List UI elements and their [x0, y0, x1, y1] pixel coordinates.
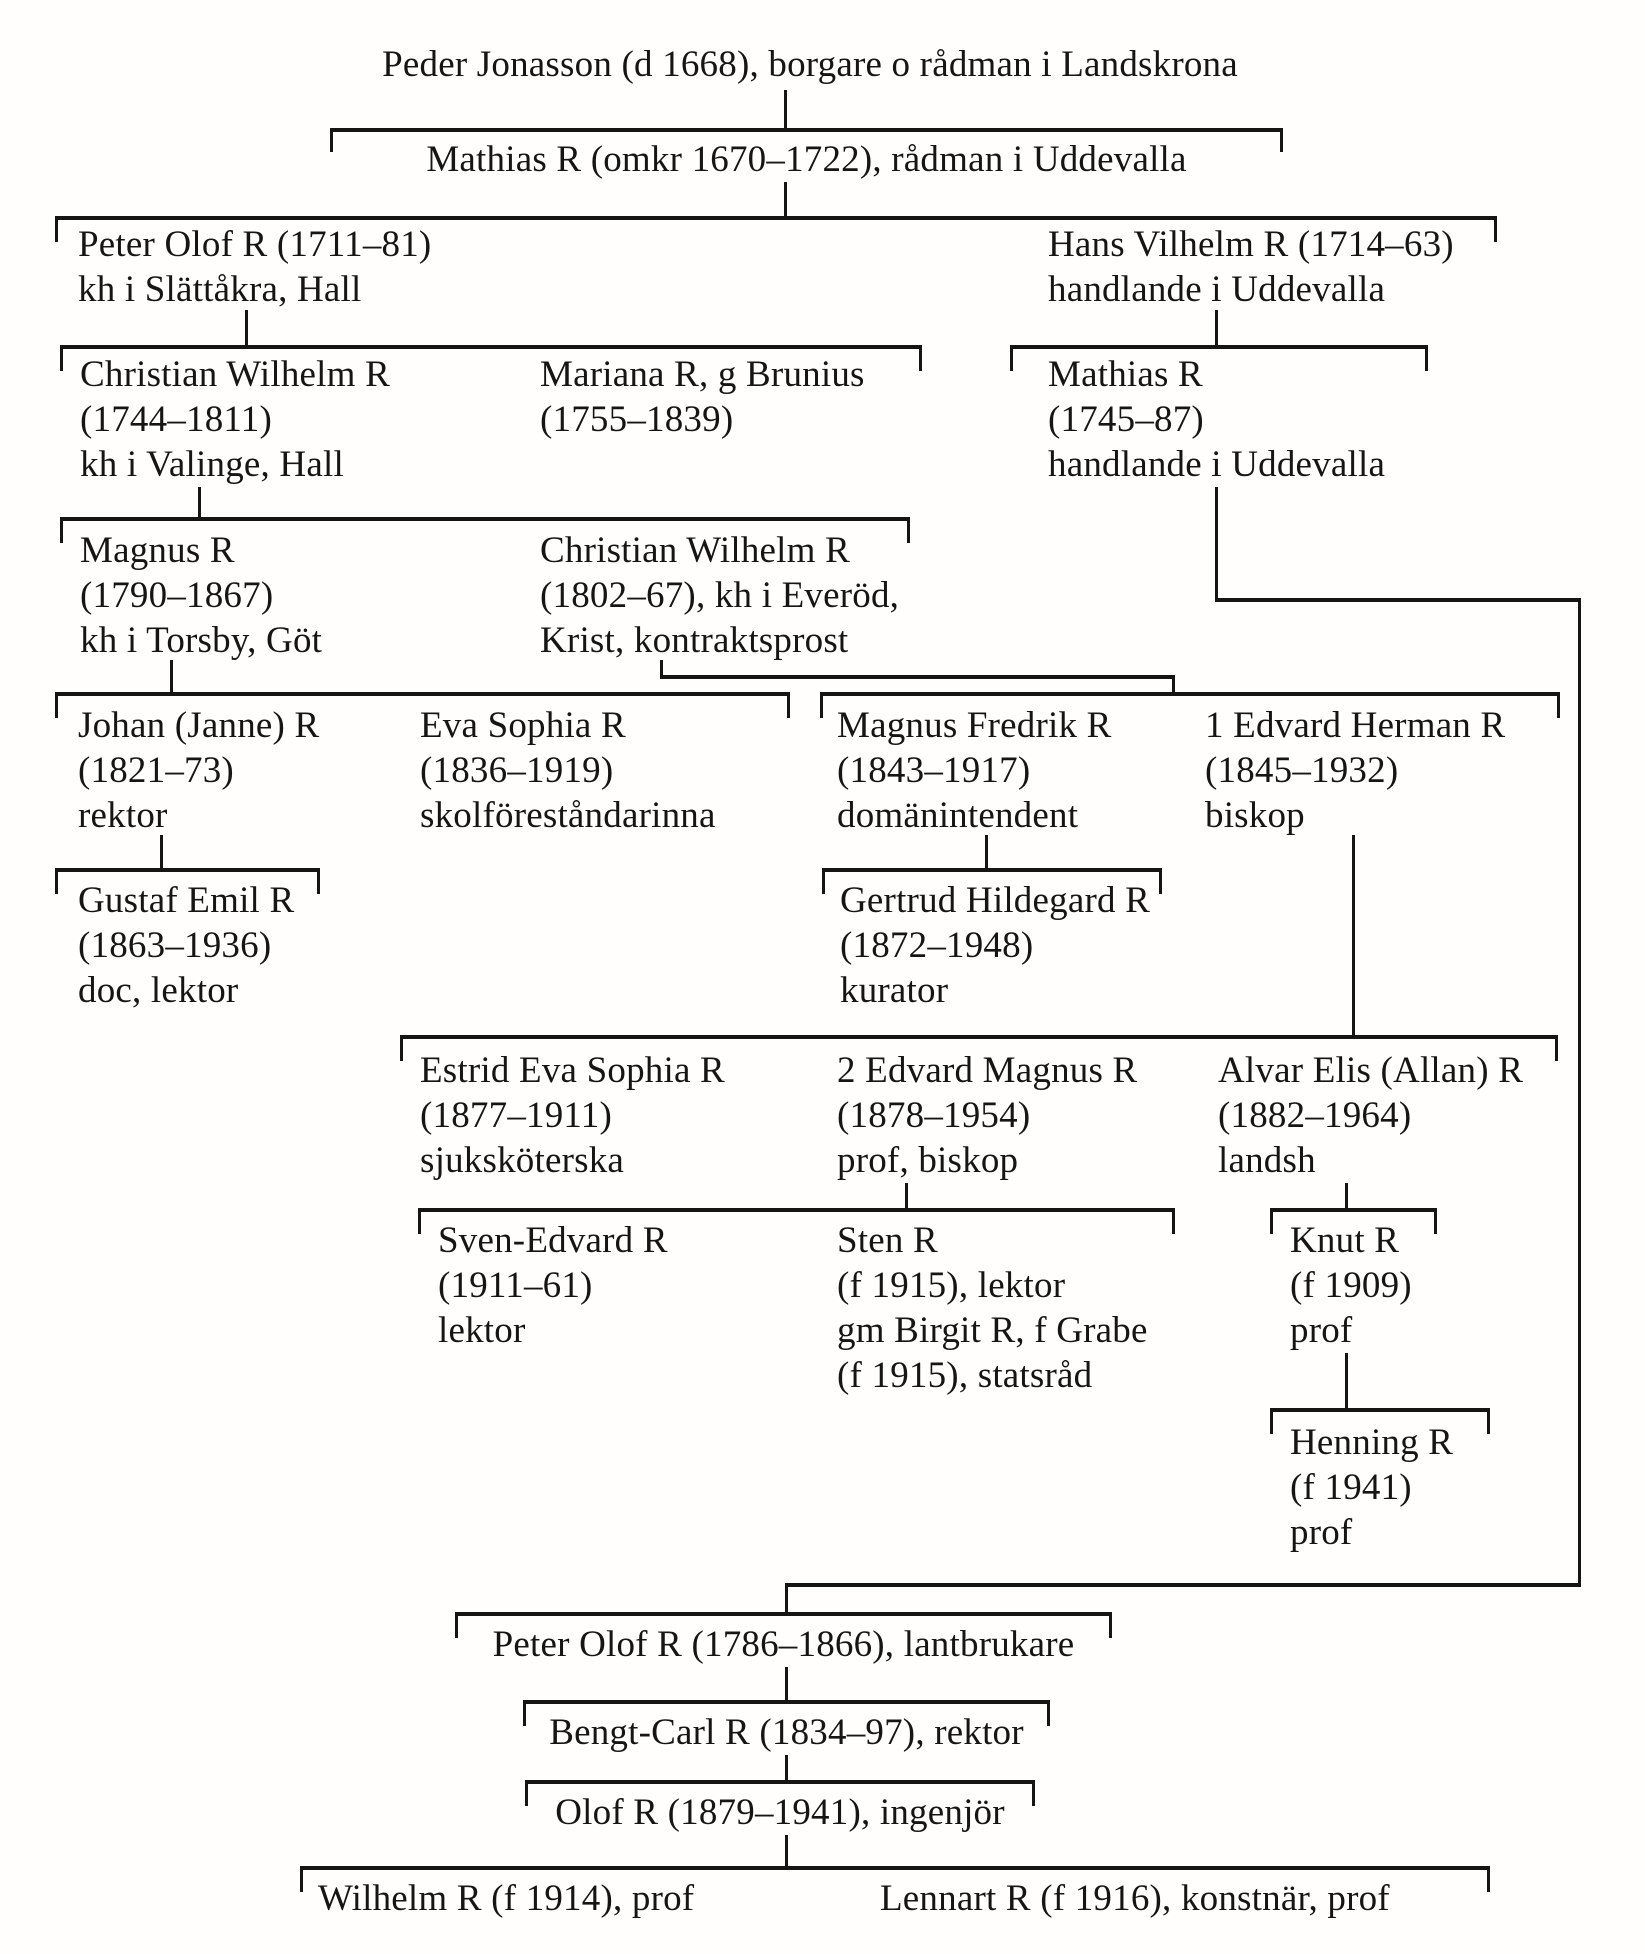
- person-line: (f 1915), lektor: [837, 1265, 1066, 1306]
- person-peter-olof-1786: [455, 1622, 1112, 1667]
- person-line: (f 1909): [1290, 1265, 1412, 1306]
- person-line: (1836–1919): [420, 750, 614, 791]
- connector-alvar-stub: [1345, 1183, 1348, 1210]
- person-edvard-magnus: [837, 1048, 1137, 1183]
- person-line: Sven-Edvard R: [438, 1220, 668, 1261]
- connector-bengt-carl-stub: [785, 1755, 788, 1782]
- person-line: 2 Edvard Magnus R: [837, 1050, 1138, 1091]
- person-mariana: [540, 352, 865, 442]
- person-line: handlande i Uddevalla: [1048, 444, 1386, 485]
- person-mathias-1745: [1048, 352, 1385, 487]
- connector-right-descent: [1578, 598, 1581, 1587]
- person-line: prof: [1290, 1512, 1353, 1553]
- person-line: (1845–1932): [1205, 750, 1399, 791]
- person-line: (1878–1954): [837, 1095, 1031, 1136]
- person-line: (1802–67), kh i Everöd,: [540, 575, 900, 616]
- person-estrid-eva-sophia: [420, 1048, 725, 1183]
- connector-peter-olof2-drop: [785, 1583, 788, 1614]
- connector-peder-stub: [784, 90, 787, 130]
- person-henning: [1290, 1420, 1453, 1555]
- connector-johan-stub: [160, 835, 163, 870]
- connector-mathias1-stub: [784, 182, 787, 218]
- person-line: (1863–1936): [78, 925, 272, 966]
- person-line: Mathias R: [1048, 354, 1203, 395]
- person-line: (1755–1839): [540, 399, 734, 440]
- person-line: kurator: [840, 970, 949, 1011]
- connector-christian-wilhelm1-stub: [198, 487, 201, 519]
- person-line: Sten R: [837, 1220, 938, 1261]
- person-line: (1911–61): [438, 1265, 593, 1306]
- connector-peter-olof1-stub: [245, 310, 248, 347]
- connector-peter-olof2-stub: [785, 1667, 788, 1702]
- person-line: Eva Sophia R: [420, 705, 626, 746]
- person-line: (1744–1811): [80, 399, 272, 440]
- person-line: kh i Valinge, Hall: [80, 444, 344, 485]
- person-line: (1790–1867): [80, 575, 274, 616]
- person-edvard-herman: [1205, 703, 1505, 838]
- connector-magnus-stub: [170, 660, 173, 694]
- connector-hans-vilhelm-stub: [1215, 310, 1218, 347]
- person-line: Alvar Elis (Allan) R: [1218, 1050, 1524, 1091]
- person-olof-1879: [525, 1790, 1035, 1835]
- person-line: Knut R: [1290, 1220, 1400, 1261]
- person-line: Wilhelm R (f 1914), prof: [318, 1878, 695, 1919]
- connector-bottom-elbow: [785, 1583, 1581, 1587]
- connector-mathias2-drop: [1215, 487, 1218, 602]
- person-line: prof: [1290, 1310, 1353, 1351]
- person-christian-wilhelm-1744: [80, 352, 390, 487]
- person-line: (1843–1917): [837, 750, 1031, 791]
- person-line: (f 1915), statsråd: [837, 1355, 1093, 1396]
- person-line: biskop: [1205, 795, 1305, 836]
- person-line: kh i Torsby, Göt: [80, 620, 323, 661]
- connector-magnus-fredrik-stub: [985, 835, 988, 870]
- person-line: Johan (Janne) R: [78, 705, 320, 746]
- person-line: (1882–1964): [1218, 1095, 1412, 1136]
- person-line: rektor: [78, 795, 168, 836]
- connector-knut-stub: [1345, 1353, 1348, 1410]
- person-alvar-elis: [1218, 1048, 1523, 1183]
- person-line: domänintendent: [837, 795, 1079, 836]
- person-line: lektor: [438, 1310, 526, 1351]
- person-wilhelm: [318, 1876, 694, 1921]
- connector-edvard-magnus-stub: [905, 1183, 908, 1210]
- person-line: Peter Olof R (1711–81): [78, 224, 432, 265]
- person-line: Magnus R: [80, 530, 235, 571]
- person-line: Krist, kontraktsprost: [540, 620, 849, 661]
- person-line: (1872–1948): [840, 925, 1034, 966]
- person-line: kh i Slättåkra, Hall: [78, 269, 362, 310]
- connector-olof-stub: [785, 1835, 788, 1868]
- person-bengt-carl: [523, 1710, 1050, 1755]
- person-hans-vilhelm: [1048, 222, 1454, 312]
- person-line: Magnus Fredrik R: [837, 705, 1112, 746]
- person-line: Peter Olof R (1786–1866), lantbrukare: [492, 1624, 1075, 1665]
- connector-christian-wilhelm2-elbow: [660, 675, 1175, 679]
- person-line: Bengt-Carl R (1834–97), rektor: [549, 1712, 1024, 1753]
- person-line: (f 1941): [1290, 1467, 1412, 1508]
- person-line: prof, biskop: [837, 1140, 1019, 1181]
- person-line: 1 Edvard Herman R: [1205, 705, 1506, 746]
- person-line: Mariana R, g Brunius: [540, 354, 865, 395]
- person-line: Peder Jonasson (d 1668), borgare o rådman i Landskrona: [382, 44, 1238, 85]
- person-line: Lennart R (f 1916), konstnär, prof: [880, 1878, 1390, 1919]
- person-line: Christian Wilhelm R: [80, 354, 390, 395]
- person-magnus-1790: [80, 528, 322, 663]
- person-line: Estrid Eva Sophia R: [420, 1050, 725, 1091]
- person-eva-sophia: [420, 703, 716, 838]
- person-peter-olof-1711: [78, 222, 431, 312]
- person-line: Christian Wilhelm R: [540, 530, 850, 571]
- person-line: doc, lektor: [78, 970, 239, 1011]
- person-line: (1877–1911): [420, 1095, 612, 1136]
- person-line: sjuksköterska: [420, 1140, 625, 1181]
- person-magnus-fredrik: [837, 703, 1112, 838]
- connector-edvard-herman-drop: [1352, 835, 1355, 1037]
- person-knut: [1290, 1218, 1412, 1353]
- person-line: Olof R (1879–1941), ingenjör: [555, 1792, 1005, 1833]
- person-line: landsh: [1218, 1140, 1316, 1181]
- connector-mathias2-elbow: [1215, 598, 1581, 602]
- person-sven-edvard: [438, 1218, 668, 1353]
- person-line: (1745–87): [1048, 399, 1204, 440]
- person-mathias-1670: [330, 137, 1283, 182]
- person-line: Gertrud Hildegard R: [840, 880, 1150, 921]
- person-line: gm Birgit R, f Grabe: [837, 1310, 1148, 1351]
- person-line: (1821–73): [78, 750, 234, 791]
- person-christian-wilhelm-1802: [540, 528, 899, 663]
- person-lennart: [880, 1876, 1390, 1921]
- person-sten: [837, 1218, 1148, 1398]
- person-line: handlande i Uddevalla: [1048, 269, 1386, 310]
- person-line: Mathias R (omkr 1670–1722), rådman i Uddevalla: [426, 139, 1187, 180]
- person-gustaf-emil: [78, 878, 294, 1013]
- person-gertrud-hildegard: [840, 878, 1150, 1013]
- person-line: Gustaf Emil R: [78, 880, 295, 921]
- person-line: Hans Vilhelm R (1714–63): [1048, 224, 1454, 265]
- person-line: skolföreståndarinna: [420, 795, 716, 836]
- person-peder-jonasson: [150, 42, 1470, 87]
- person-johan-janne: [78, 703, 319, 838]
- person-line: Henning R: [1290, 1422, 1454, 1463]
